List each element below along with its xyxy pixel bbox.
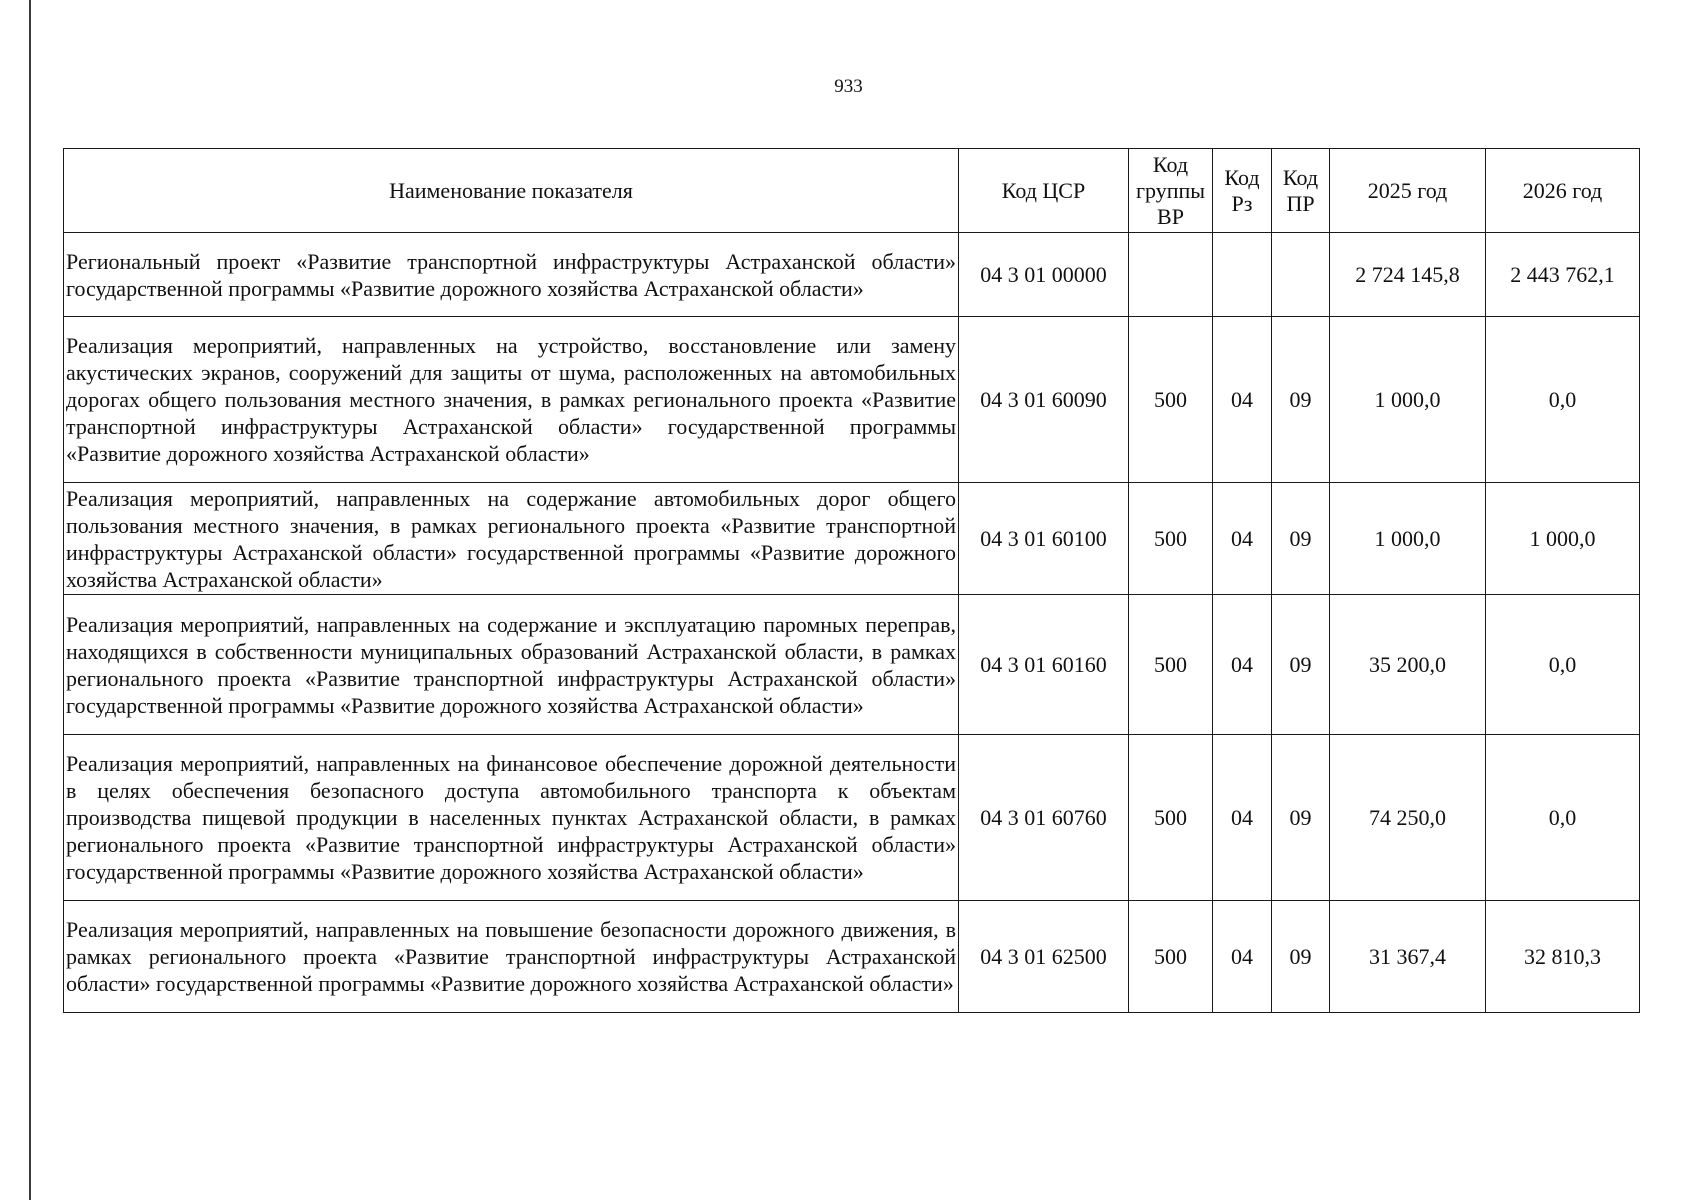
- row-amount-2025: 35 200,0: [1330, 595, 1486, 735]
- row-vr-code: [1129, 233, 1213, 317]
- row-amount-2026: 0,0: [1486, 735, 1640, 901]
- row-csr-code: 04 3 01 00000: [959, 233, 1129, 317]
- row-csr-code: 04 3 01 62500: [959, 901, 1129, 1013]
- table-row: [64, 595, 1640, 735]
- row-rz-code: 04: [1213, 317, 1272, 483]
- row-rz-code: 04: [1213, 595, 1272, 735]
- row-name: Реализация мероприятий, направленных на содержание автомобильных дорог общего пользования местного значения, в рамках регионального проекта «Развитие транспортной инфраструктуры Астраханской области» государственной программы «Развитие дорожного хозяйства Астраханской области»: [64, 483, 959, 595]
- row-amount-2026: 0,0: [1486, 595, 1640, 735]
- row-amount-2025: 31 367,4: [1330, 901, 1486, 1013]
- row-pr-code: 09: [1272, 901, 1330, 1013]
- binding-margin-line: [29, 0, 31, 1200]
- row-pr-code: 09: [1272, 483, 1330, 595]
- row-pr-code: [1272, 233, 1330, 317]
- row-name: Реализация мероприятий, направленных на финансовое обеспечение дорожной деятельности в целях обеспечения безопасного доступа автомобильного транспорта к объектам производства пищевой продукции в населенных пунктах Астраханской области, в рамках регионального проекта «Развитие транспортной инфраструктуры Астраханской области» государственной программы «Развитие дорожного хозяйства Астраханской области»: [64, 735, 959, 901]
- row-name: Реализация мероприятий, направленных на устройство, восстановление или замену акустических экранов, сооружений для защиты от шума, расположенных на автомобильных дорогах общего пользования местного значения, в рамках регионального проекта «Развитие транспортной инфраструктуры Астраханской области» государственной программы «Развитие дорожного хозяйства Астраханской области»: [64, 317, 959, 483]
- row-vr-code: 500: [1129, 483, 1213, 595]
- table-row: [64, 735, 1640, 901]
- row-name: Реализация мероприятий, направленных на содержание и эксплуатацию паромных переправ, находящихся в собственности муниципальных образований Астраханской области, в рамках регионального проекта «Развитие транспортной инфраструктуры Астраханской области» государственной программы «Развитие дорожного хозяйства Астраханской области»: [64, 595, 959, 735]
- row-amount-2026: 2 443 762,1: [1486, 233, 1640, 317]
- row-rz-code: [1213, 233, 1272, 317]
- table-header-row: [64, 149, 1640, 233]
- row-csr-code: 04 3 01 60100: [959, 483, 1129, 595]
- row-rz-code: 04: [1213, 735, 1272, 901]
- row-csr-code: 04 3 01 60090: [959, 317, 1129, 483]
- header-year-2026: 2026 год: [1486, 149, 1640, 233]
- header-csr-code: Код ЦСР: [959, 149, 1129, 233]
- header-vr-code: Код группы ВР: [1129, 149, 1213, 233]
- header-year-2025: 2025 год: [1330, 149, 1486, 233]
- table-row: [64, 901, 1640, 1013]
- row-csr-code: 04 3 01 60760: [959, 735, 1129, 901]
- table-row: [64, 483, 1640, 595]
- row-amount-2026: 0,0: [1486, 317, 1640, 483]
- row-csr-code: 04 3 01 60160: [959, 595, 1129, 735]
- row-vr-code: 500: [1129, 901, 1213, 1013]
- row-pr-code: 09: [1272, 735, 1330, 901]
- header-rz-code: Код Рз: [1213, 149, 1272, 233]
- row-name: Реализация мероприятий, направленных на повышение безопасности дорожного движения, в рамках регионального проекта «Развитие транспортной инфраструктуры Астраханской области» государственной программы «Развитие дорожного хозяйства Астраханской области»: [64, 901, 959, 1013]
- page-number: 933: [834, 76, 863, 97]
- header-name: Наименование показателя: [64, 149, 959, 233]
- row-amount-2026: 1 000,0: [1486, 483, 1640, 595]
- table-row: [64, 317, 1640, 483]
- header-pr-code: Код ПР: [1272, 149, 1330, 233]
- row-amount-2026: 32 810,3: [1486, 901, 1640, 1013]
- table-row: [64, 233, 1640, 317]
- row-vr-code: 500: [1129, 317, 1213, 483]
- row-rz-code: 04: [1213, 483, 1272, 595]
- row-rz-code: 04: [1213, 901, 1272, 1013]
- row-vr-code: 500: [1129, 595, 1213, 735]
- budget-table: [63, 148, 1640, 1013]
- row-amount-2025: 1 000,0: [1330, 317, 1486, 483]
- row-amount-2025: 2 724 145,8: [1330, 233, 1486, 317]
- row-pr-code: 09: [1272, 595, 1330, 735]
- row-pr-code: 09: [1272, 317, 1330, 483]
- row-amount-2025: 74 250,0: [1330, 735, 1486, 901]
- row-name: Региональный проект «Развитие транспортной инфраструктуры Астраханской области» государственной программы «Развитие дорожного хозяйства Астраханской области»: [64, 233, 959, 317]
- row-amount-2025: 1 000,0: [1330, 483, 1486, 595]
- row-vr-code: 500: [1129, 735, 1213, 901]
